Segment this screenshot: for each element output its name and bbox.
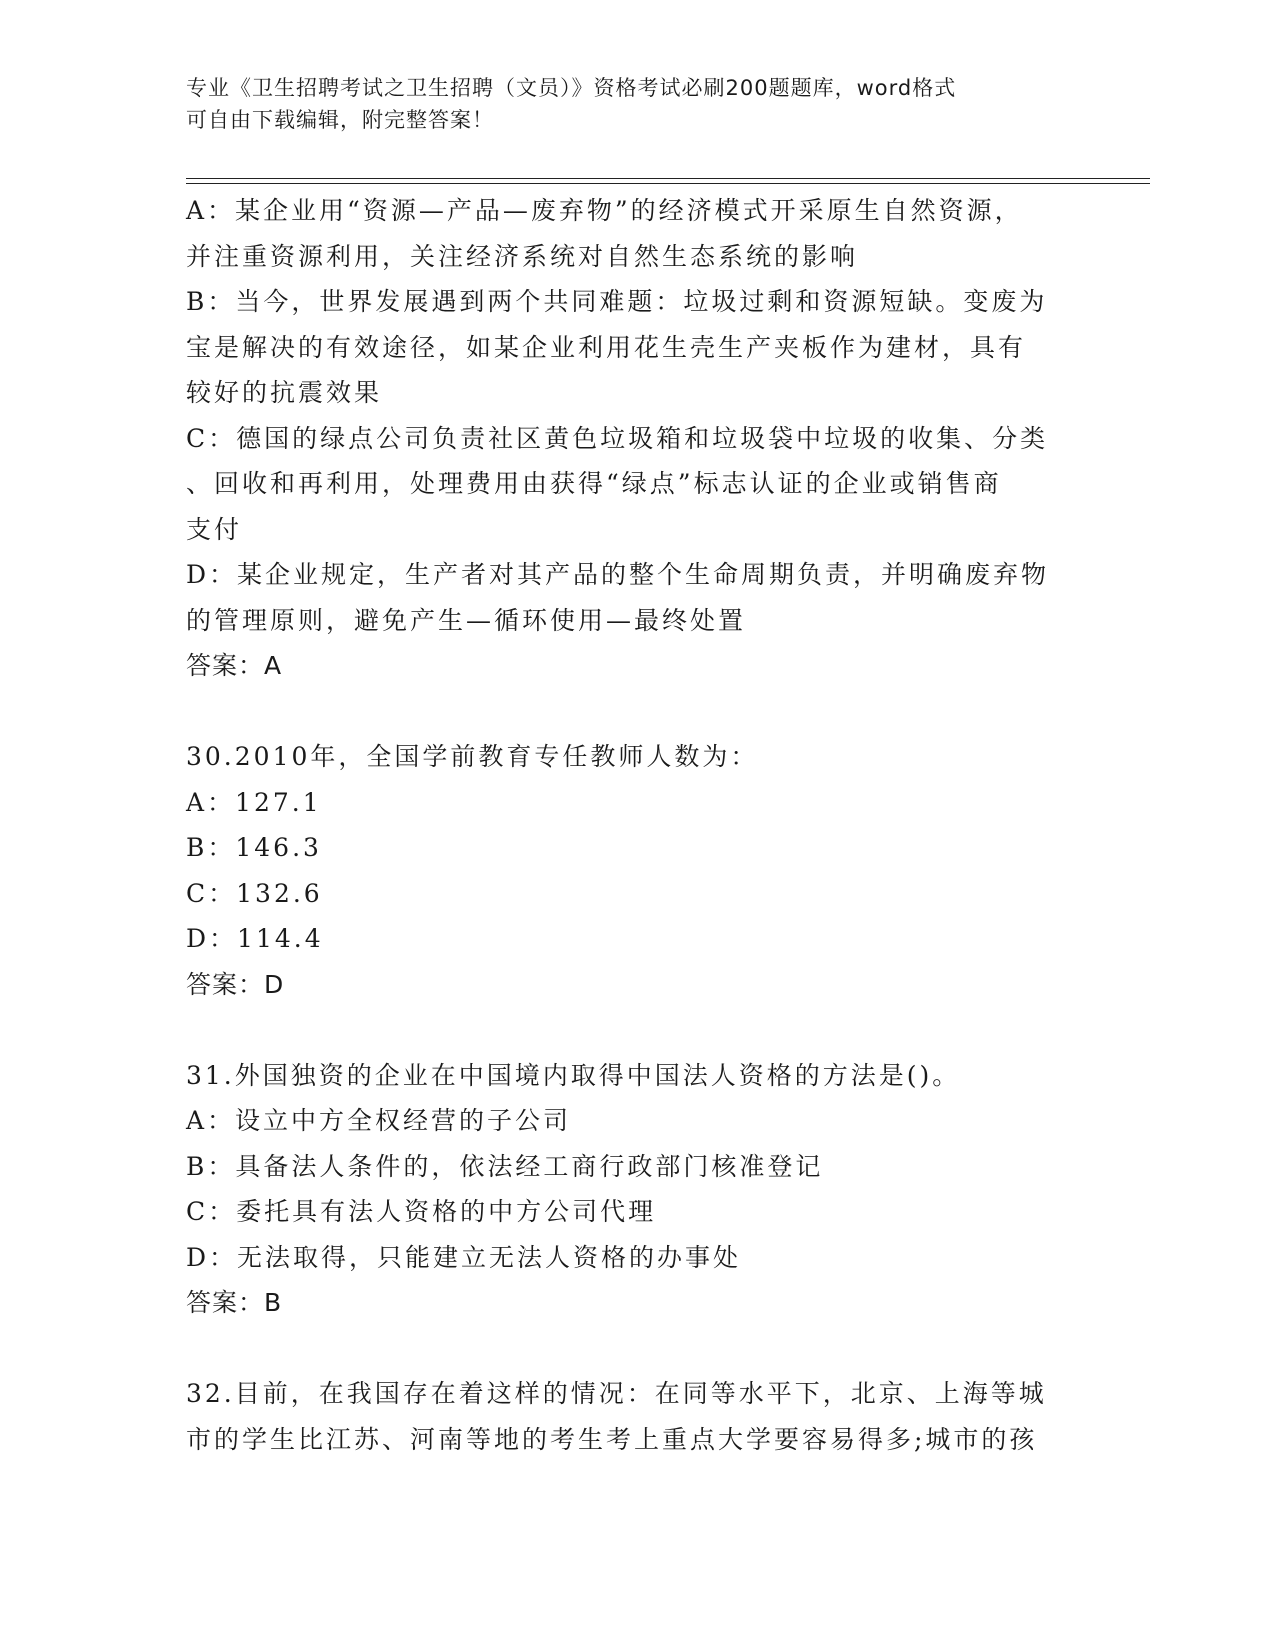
option-b-line-3: 较好的抗震效果 bbox=[186, 378, 383, 407]
answer-label: 答案：D bbox=[186, 969, 285, 999]
question-29-block bbox=[186, 188, 1086, 689]
option-b-line-1: B：当今，世界发展遇到两个共同难题：垃圾过剩和资源短缺。变废为 bbox=[186, 287, 1048, 316]
option-d-line-1: D：某企业规定，生产者对其产品的整个生命周期负责，并明确废弃物 bbox=[186, 560, 1050, 589]
option-c: C：132.6 bbox=[186, 878, 323, 908]
option-d: D：114.4 bbox=[186, 924, 324, 953]
document-header bbox=[186, 72, 1066, 136]
spacer bbox=[186, 1326, 1086, 1372]
question-31-block bbox=[186, 1053, 1086, 1326]
header-divider-bottom bbox=[186, 183, 1150, 184]
document-body bbox=[186, 188, 1086, 1462]
header-title-line-2: 可自由下载编辑，附完整答案！ bbox=[186, 108, 494, 132]
option-b-line-2: 宝是解决的有效途径，如某企业利用花生壳生产夹板作为建材，具有 bbox=[186, 332, 1027, 362]
option-b: B：具备法人条件的，依法经工商行政部门核准登记 bbox=[186, 1151, 824, 1181]
option-a: A：127.1 bbox=[186, 787, 322, 817]
spacer bbox=[186, 689, 1086, 735]
spacer bbox=[186, 1007, 1086, 1053]
option-a-line-2: 并注重资源利用，关注经济系统对自然生态系统的影响 bbox=[186, 241, 859, 271]
question-text-line-1: 32.目前，在我国存在着这样的情况：在同等水平下，北京、上海等城 bbox=[186, 1379, 1047, 1408]
option-a bbox=[186, 188, 1086, 279]
option-d: D：无法取得，只能建立无法人资格的办事处 bbox=[186, 1242, 742, 1272]
question-30-block bbox=[186, 734, 1086, 1007]
question-32-block bbox=[186, 1371, 1086, 1462]
option-d-line-2: 的管理原则，避免产生—循环使用—最终处置 bbox=[186, 605, 747, 635]
question-text: 30.2010年，全国学前教育专任教师人数为： bbox=[186, 742, 759, 771]
header-title-line-1: 专业《卫生招聘考试之卫生招聘（文员）》资格考试必刷200题题库，word格式 bbox=[186, 76, 957, 100]
option-b: B：146.3 bbox=[186, 833, 322, 862]
question-text: 31.外国独资的企业在中国境内取得中国法人资格的方法是()。 bbox=[186, 1060, 961, 1090]
answer-label: 答案：A bbox=[186, 651, 283, 680]
header-divider-top bbox=[186, 178, 1150, 179]
question-text-line-2: 市的学生比江苏、河南等地的考生考上重点大学要容易得多;城市的孩 bbox=[186, 1424, 1038, 1454]
answer-label: 答案：B bbox=[186, 1288, 283, 1317]
option-c-line-1: C：德国的绿点公司负责社区黄色垃圾箱和垃圾袋中垃圾的收集、分类 bbox=[186, 423, 1049, 453]
option-c bbox=[186, 416, 1086, 553]
option-c: C：委托具有法人资格的中方公司代理 bbox=[186, 1197, 657, 1226]
option-b bbox=[186, 279, 1086, 416]
option-a: A：设立中方全权经营的子公司 bbox=[186, 1106, 572, 1135]
option-c-line-3: 支付 bbox=[186, 514, 243, 544]
option-a-line-1: A：某企业用“资源—产品—废弃物”的经济模式开采原生自然资源， bbox=[186, 196, 1023, 225]
option-d bbox=[186, 552, 1086, 643]
option-c-line-2: 、回收和再利用，处理费用由获得“绿点”标志认证的企业或销售商 bbox=[186, 469, 1002, 498]
